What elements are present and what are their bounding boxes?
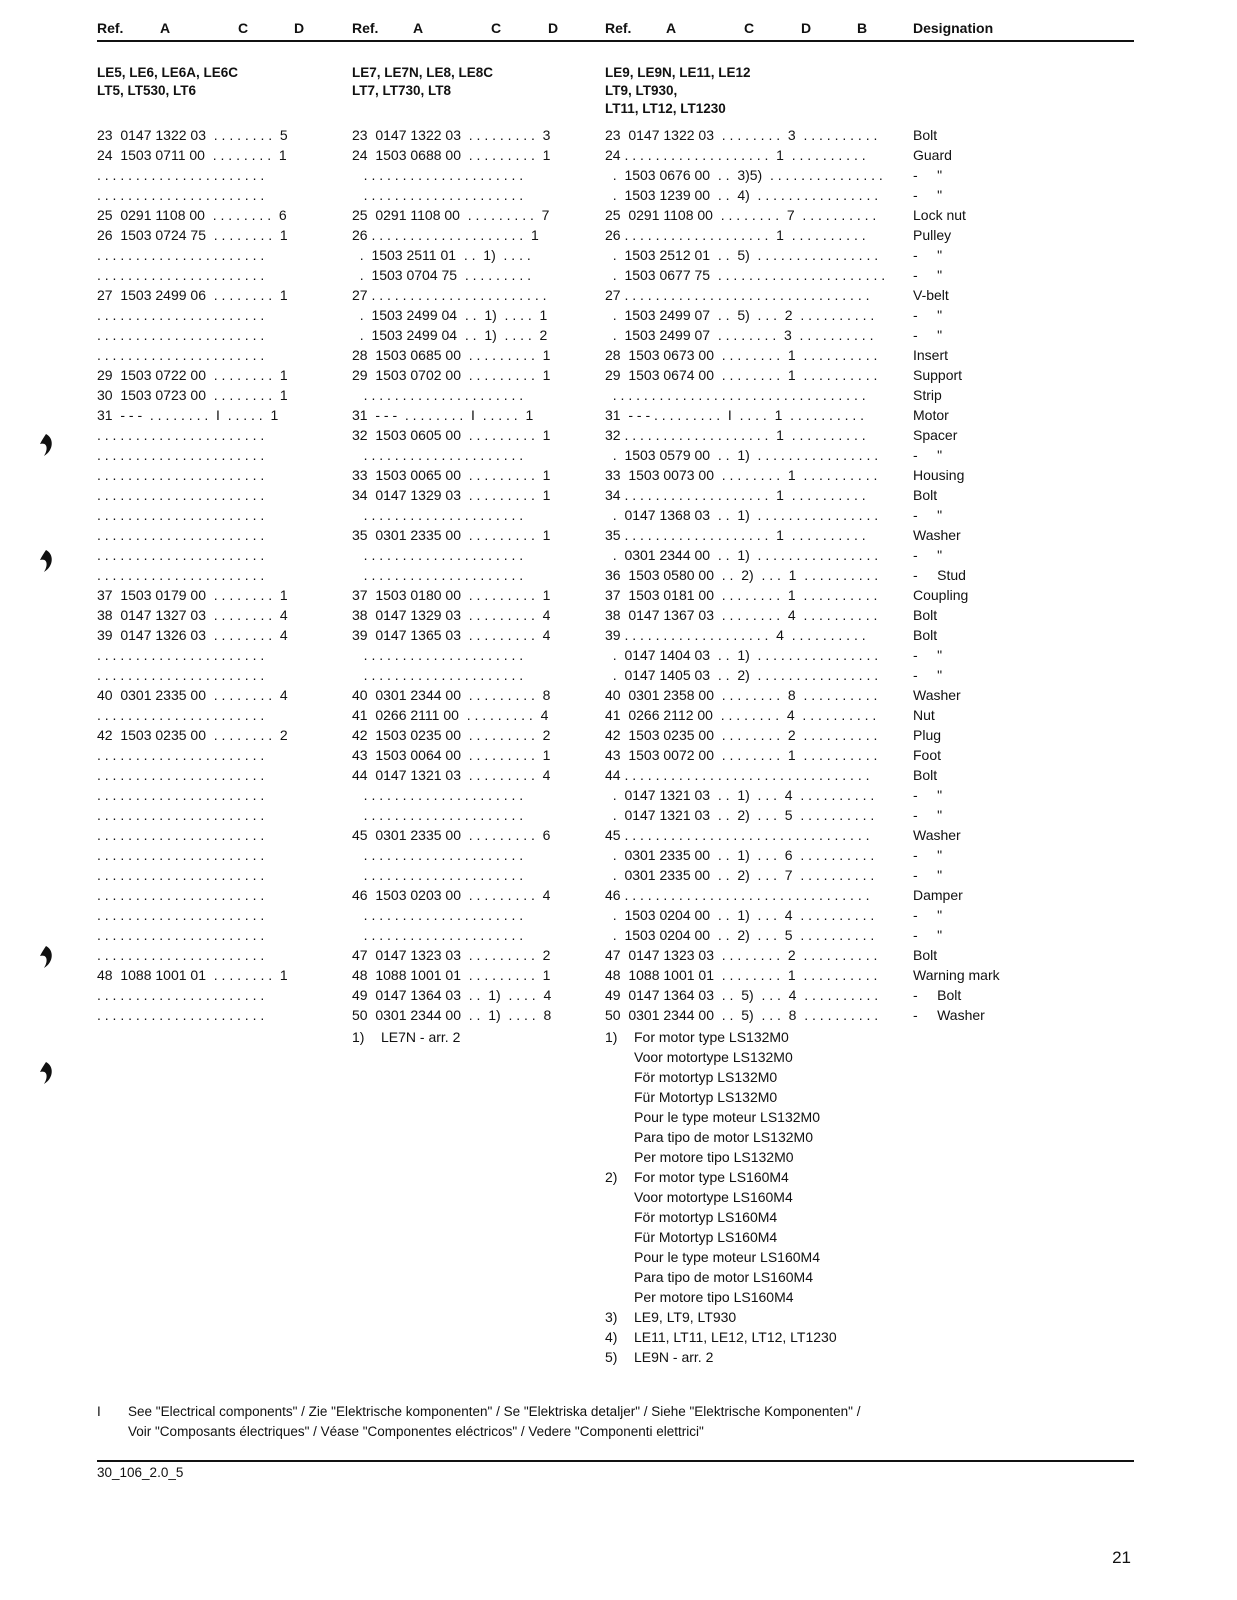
table-row xyxy=(0,525,1237,545)
cell-group-2: 27 . . . . . . . . . . . . . . . . . . . . . . . xyxy=(352,287,547,303)
cell-designation: - " xyxy=(913,267,943,283)
cell-group-1: . . . . . . . . . . . . . . . . . . . . . . xyxy=(97,247,265,263)
footnote-text: Para tipo de motor LS132M0 xyxy=(634,1129,813,1145)
table-row xyxy=(0,885,1237,905)
cell-designation: - Washer xyxy=(913,1007,985,1023)
cell-group-1: 40 0301 2335 00 . . . . . . . . 4 xyxy=(97,687,288,703)
table-row xyxy=(0,265,1237,285)
cell-group-2: . . . . . . . . . . . . . . . . . . . . . xyxy=(352,807,524,823)
cell-group-2: 33 1503 0065 00 . . . . . . . . . 1 xyxy=(352,467,551,483)
cell-group-3: . 0147 1321 03 . . 2) . . . 5 . . . . . . . . . . xyxy=(605,807,875,823)
table-row xyxy=(0,125,1237,145)
cell-group-2: . 1503 0704 75 . . . . . . . . . xyxy=(352,267,531,283)
cell-group-1: 42 1503 0235 00 . . . . . . . . 2 xyxy=(97,727,288,743)
cell-group-3: 31 - - - . . . . . . . . . I . . . . 1 . . . . . . . . . . xyxy=(605,407,865,423)
cell-designation: - Bolt xyxy=(913,987,962,1003)
cell-group-3: . 1503 0676 00 . . 3)5) . . . . . . . . . . . . . . . xyxy=(605,167,883,183)
cell-designation: - " xyxy=(913,847,943,863)
group-title-2-line: LE7, LE7N, LE8, LE8C xyxy=(352,65,494,80)
group-title-1 xyxy=(97,64,238,100)
cell-group-3: 44 . . . . . . . . . . . . . . . . . . . . . . . . . . . . . . . . xyxy=(605,767,870,783)
cell-group-1: 25 0291 1108 00 . . . . . . . . 6 xyxy=(97,207,287,223)
cell-designation: Nut xyxy=(913,707,935,723)
cell-group-1: . . . . . . . . . . . . . . . . . . . . . . xyxy=(97,167,265,183)
cell-group-2: . . . . . . . . . . . . . . . . . . . . . xyxy=(352,907,524,923)
cell-designation: Strip xyxy=(913,387,942,403)
cell-group-1: . . . . . . . . . . . . . . . . . . . . . . xyxy=(97,847,265,863)
cell-group-2: 37 1503 0180 00 . . . . . . . . . 1 xyxy=(352,587,551,603)
table-row xyxy=(0,165,1237,185)
cell-designation: Bolt xyxy=(913,487,938,503)
table-row xyxy=(0,745,1237,765)
cell-designation: - " xyxy=(913,787,943,803)
cell-group-3: . 1503 0579 00 . . 1) . . . . . . . . . . . . . . . . xyxy=(605,447,879,463)
cell-group-2: . . . . . . . . . . . . . . . . . . . . . xyxy=(352,547,524,563)
group-title-1-line: LT5, LT530, LT6 xyxy=(97,83,197,98)
table-row xyxy=(0,385,1237,405)
cell-group-1: 26 1503 0724 75 . . . . . . . . 1 xyxy=(97,227,288,243)
cell-group-3: 36 1503 0580 00 . . 2) . . . 1 . . . . . . . . . . xyxy=(605,567,879,583)
cell-designation: - " xyxy=(913,247,943,263)
header-a-1: A xyxy=(160,20,171,36)
table-row xyxy=(0,985,1237,1005)
cell-group-1: . . . . . . . . . . . . . . . . . . . . . . xyxy=(97,267,265,283)
table-row xyxy=(0,185,1237,205)
footnote-text: Für Motortyp LS160M4 xyxy=(634,1229,778,1245)
cell-group-2: 46 1503 0203 00 . . . . . . . . . 4 xyxy=(352,887,551,903)
footnote-text: Per motore tipo LS132M0 xyxy=(634,1149,794,1165)
cell-group-1: . . . . . . . . . . . . . . . . . . . . . . xyxy=(97,327,265,343)
cell-group-1: 24 1503 0711 00 . . . . . . . . 1 xyxy=(97,147,287,163)
cell-group-3: 24 . . . . . . . . . . . . . . . . . . . 1 . . . . . . . . . . xyxy=(605,147,866,163)
table-row xyxy=(0,925,1237,945)
table-row xyxy=(0,445,1237,465)
cell-group-2: . . . . . . . . . . . . . . . . . . . . . xyxy=(352,867,524,883)
binder-mark-icon xyxy=(32,1060,58,1086)
cell-group-1: 38 0147 1327 03 . . . . . . . . 4 xyxy=(97,607,288,623)
cell-group-2: 49 0147 1364 03 . . 1) . . . . 4 xyxy=(352,987,552,1003)
cell-group-2: 34 0147 1329 03 . . . . . . . . . 1 xyxy=(352,487,551,503)
cell-designation: Foot xyxy=(913,747,942,763)
table-row xyxy=(0,325,1237,345)
table-row xyxy=(0,285,1237,305)
cell-group-2: 35 0301 2335 00 . . . . . . . . . 1 xyxy=(352,527,551,543)
header-d-3: D xyxy=(801,20,812,36)
table-row xyxy=(0,645,1237,665)
cell-designation: Bolt xyxy=(913,127,938,143)
cell-group-3: . 0147 1321 03 . . 1) . . . 4 . . . . . . . . . . xyxy=(605,787,875,803)
footnote-text: For motor type LS132M0 xyxy=(634,1029,789,1045)
footnote-text: LE7N - arr. 2 xyxy=(381,1029,461,1045)
footnote-number: 1) xyxy=(605,1029,618,1045)
cell-group-3: . 1503 0204 00 . . 1) . . . 4 . . . . . . . . . . xyxy=(605,907,875,923)
table-row xyxy=(0,905,1237,925)
cell-group-3: 33 1503 0073 00 . . . . . . . . 1 . . . . . . . . . . xyxy=(605,467,878,483)
page-number: 21 xyxy=(1112,1548,1131,1567)
cell-designation: - " xyxy=(913,667,943,683)
cell-designation: - " xyxy=(913,507,943,523)
table-row xyxy=(0,465,1237,485)
footer-rule xyxy=(97,1460,1134,1462)
cell-designation: - " xyxy=(913,647,943,663)
header-a-2: A xyxy=(413,20,424,36)
cell-group-1: . . . . . . . . . . . . . . . . . . . . . . xyxy=(97,767,265,783)
cell-designation: - " xyxy=(913,867,943,883)
footnote-text: Voor motortype LS160M4 xyxy=(634,1189,793,1205)
cell-group-1: . . . . . . . . . . . . . . . . . . . . . . xyxy=(97,427,265,443)
cell-group-1: . . . . . . . . . . . . . . . . . . . . . . xyxy=(97,987,265,1003)
table-row xyxy=(0,685,1237,705)
cell-group-3: 38 0147 1367 03 . . . . . . . . 4 . . . . . . . . . . xyxy=(605,607,878,623)
header-ref-2: Ref. xyxy=(352,20,379,36)
cell-group-2: 45 0301 2335 00 . . . . . . . . . 6 xyxy=(352,827,551,843)
header-c-1: C xyxy=(238,20,249,36)
cell-group-1: 23 0147 1322 03 . . . . . . . . 5 xyxy=(97,127,288,143)
cell-group-2: . . . . . . . . . . . . . . . . . . . . . xyxy=(352,567,524,583)
cell-group-2: . . . . . . . . . . . . . . . . . . . . . xyxy=(352,667,524,683)
cell-group-3: . 0301 2344 00 . . 1) . . . . . . . . . . . . . . . . xyxy=(605,547,879,563)
cell-designation: - " xyxy=(913,167,943,183)
cell-group-2: 32 1503 0605 00 . . . . . . . . . 1 xyxy=(352,427,551,443)
cell-group-1: . . . . . . . . . . . . . . . . . . . . . . xyxy=(97,467,265,483)
table-row xyxy=(0,1005,1237,1025)
table-row xyxy=(0,545,1237,565)
cell-designation: Pulley xyxy=(913,227,952,243)
cell-group-2: . 1503 2499 04 . . 1) . . . . 1 xyxy=(352,307,548,323)
cell-group-2: 29 1503 0702 00 . . . . . . . . . 1 xyxy=(352,367,551,383)
group-title-3-line: LT9, LT930, xyxy=(605,83,678,98)
note-mark: I xyxy=(97,1404,101,1419)
cell-designation: Housing xyxy=(913,467,965,483)
table-row xyxy=(0,505,1237,525)
table-row xyxy=(0,865,1237,885)
electrical-note xyxy=(97,1402,860,1442)
cell-designation: Washer xyxy=(913,687,961,703)
cell-group-1: . . . . . . . . . . . . . . . . . . . . . . xyxy=(97,747,265,763)
cell-group-2: 43 1503 0064 00 . . . . . . . . . 1 xyxy=(352,747,551,763)
cell-group-1: . . . . . . . . . . . . . . . . . . . . . . xyxy=(97,667,265,683)
table-row xyxy=(0,665,1237,685)
footnote-number: 5) xyxy=(605,1349,618,1365)
cell-group-1: 39 0147 1326 03 . . . . . . . . 4 xyxy=(97,627,288,643)
group-title-3 xyxy=(605,64,751,118)
cell-group-1: . . . . . . . . . . . . . . . . . . . . . . xyxy=(97,807,265,823)
header-designation: Designation xyxy=(913,20,994,36)
cell-group-1: . . . . . . . . . . . . . . . . . . . . . . xyxy=(97,507,265,523)
cell-designation: - " xyxy=(913,307,943,323)
footnote-text: Pour le type moteur LS132M0 xyxy=(634,1109,820,1125)
cell-group-3: 29 1503 0674 00 . . . . . . . . 1 . . . . . . . . . . xyxy=(605,367,878,383)
cell-designation: Lock nut xyxy=(913,207,966,223)
cell-group-2: 23 0147 1322 03 . . . . . . . . . 3 xyxy=(352,127,551,143)
cell-group-2: 40 0301 2344 00 . . . . . . . . . 8 xyxy=(352,687,551,703)
cell-group-2: 28 1503 0685 00 . . . . . . . . . 1 xyxy=(352,347,551,363)
cell-group-3: 27 . . . . . . . . . . . . . . . . . . . . . . . . . . . . . . . . xyxy=(605,287,870,303)
table-row xyxy=(0,785,1237,805)
cell-designation: Plug xyxy=(913,727,942,743)
cell-group-3: . 0147 1405 03 . . 2) . . . . . . . . . . . . . . . . xyxy=(605,667,879,683)
cell-group-2: 39 0147 1365 03 . . . . . . . . . 4 xyxy=(352,627,551,643)
cell-group-2: 47 0147 1323 03 . . . . . . . . . 2 xyxy=(352,947,551,963)
cell-group-3: 26 . . . . . . . . . . . . . . . . . . . 1 . . . . . . . . . . xyxy=(605,227,866,243)
footnote-text: Voor motortype LS132M0 xyxy=(634,1049,793,1065)
cell-group-3: 32 . . . . . . . . . . . . . . . . . . . 1 . . . . . . . . . . xyxy=(605,427,866,443)
cell-group-3: 39 . . . . . . . . . . . . . . . . . . . 4 . . . . . . . . . . xyxy=(605,627,866,643)
cell-group-3: . 0301 2335 00 . . 2) . . . 7 . . . . . . . . . . xyxy=(605,867,875,883)
note-line: See "Electrical components" / Zie "Elektrische komponenten" / Se "Elektriska detaljer" / Siehe "Elektrische Komponenten" / xyxy=(128,1404,861,1419)
table-row xyxy=(0,945,1237,965)
cell-group-1: . . . . . . . . . . . . . . . . . . . . . . xyxy=(97,447,265,463)
footnote-text: Per motore tipo LS160M4 xyxy=(634,1289,794,1305)
cell-group-2: . . . . . . . . . . . . . . . . . . . . . xyxy=(352,927,524,943)
cell-group-2: . . . . . . . . . . . . . . . . . . . . . xyxy=(352,787,524,803)
table-row xyxy=(0,305,1237,325)
group-title-1-line: LE5, LE6, LE6A, LE6C xyxy=(97,65,239,80)
cell-group-1: . . . . . . . . . . . . . . . . . . . . . . xyxy=(97,887,265,903)
header-a-3: A xyxy=(666,20,677,36)
footnote-text: För motortyp LS132M0 xyxy=(634,1069,778,1085)
cell-group-1: 31 - - - . . . . . . . . I . . . . . 1 xyxy=(97,407,279,423)
group-title-2 xyxy=(352,64,493,100)
cell-group-3: . 1503 1239 00 . . 4) . . . . . . . . . . . . . . . . xyxy=(605,187,879,203)
cell-group-1: . . . . . . . . . . . . . . . . . . . . . . xyxy=(97,347,265,363)
cell-designation: V-belt xyxy=(913,287,949,303)
cell-group-1: 48 1088 1001 01 . . . . . . . . 1 xyxy=(97,967,288,983)
table-row xyxy=(0,825,1237,845)
cell-group-3: . 1503 2512 01 . . 5) . . . . . . . . . . . . . . . . xyxy=(605,247,879,263)
header-d-2: D xyxy=(548,20,559,36)
cell-group-3: . 0147 1404 03 . . 1) . . . . . . . . . . . . . . . . xyxy=(605,647,879,663)
cell-group-1: 27 1503 2499 06 . . . . . . . . 1 xyxy=(97,287,288,303)
cell-group-3: 50 0301 2344 00 . . 5) . . . 8 . . . . . . . . . . xyxy=(605,1007,879,1023)
cell-designation: Motor xyxy=(913,407,949,423)
cell-group-2: 48 1088 1001 01 . . . . . . . . . 1 xyxy=(352,967,551,983)
cell-group-3: . 1503 0204 00 . . 2) . . . 5 . . . . . . . . . . xyxy=(605,927,875,943)
cell-designation: - " xyxy=(913,907,943,923)
footnote-number: 3) xyxy=(605,1309,618,1325)
cell-group-3: . 1503 2499 07 . . 5) . . . 2 . . . . . . . . . . xyxy=(605,307,875,323)
cell-designation: - " xyxy=(913,547,943,563)
footnote-text: För motortyp LS160M4 xyxy=(634,1209,778,1225)
table-row xyxy=(0,805,1237,825)
cell-designation: Spacer xyxy=(913,427,958,443)
cell-group-3: 48 1088 1001 01 . . . . . . . . 1 . . . . . . . . . . xyxy=(605,967,878,983)
table-row xyxy=(0,705,1237,725)
cell-group-2: . . . . . . . . . . . . . . . . . . . . . xyxy=(352,387,524,403)
note-line: Voir "Composants électriques" / Véase "Componentes eléctricos" / Vedere "Componenti elettrici" xyxy=(128,1424,704,1439)
cell-group-1: . . . . . . . . . . . . . . . . . . . . . . xyxy=(97,947,265,963)
footnote-text: Für Motortyp LS132M0 xyxy=(634,1089,778,1105)
cell-group-1: . . . . . . . . . . . . . . . . . . . . . . xyxy=(97,487,265,503)
group-title-3-line: LT11, LT12, LT1230 xyxy=(605,101,726,116)
cell-group-2: 50 0301 2344 00 . . 1) . . . . 8 xyxy=(352,1007,552,1023)
cell-group-3: 47 0147 1323 03 . . . . . . . . 2 . . . . . . . . . . xyxy=(605,947,878,963)
cell-group-3: . 0301 2335 00 . . 1) . . . 6 . . . . . . . . . . xyxy=(605,847,875,863)
table-row xyxy=(0,245,1237,265)
footnote-number: 1) xyxy=(352,1029,365,1045)
cell-group-1: . . . . . . . . . . . . . . . . . . . . . . xyxy=(97,907,265,923)
cell-group-1: . . . . . . . . . . . . . . . . . . . . . . xyxy=(97,527,265,543)
table-row xyxy=(0,205,1237,225)
cell-group-2: 26 . . . . . . . . . . . . . . . . . . . . 1 xyxy=(352,227,539,243)
table-row xyxy=(0,625,1237,645)
cell-group-2: 38 0147 1329 03 . . . . . . . . . 4 xyxy=(352,607,551,623)
binder-mark-icon xyxy=(32,432,58,458)
cell-designation: Bolt xyxy=(913,627,938,643)
cell-group-3: 34 . . . . . . . . . . . . . . . . . . . 1 . . . . . . . . . . xyxy=(605,487,866,503)
cell-group-2: . . . . . . . . . . . . . . . . . . . . . xyxy=(352,507,524,523)
group-title-3-line: LE9, LE9N, LE11, LE12 xyxy=(605,65,751,80)
cell-group-2: . 1503 2511 01 . . 1) . . . . xyxy=(352,247,531,263)
cell-group-2: 31 - - - . . . . . . . . I . . . . . 1 xyxy=(352,407,534,423)
footnote-text: LE9N - arr. 2 xyxy=(634,1349,714,1365)
cell-group-2: . . . . . . . . . . . . . . . . . . . . . xyxy=(352,167,524,183)
table-row xyxy=(0,965,1237,985)
binder-mark-icon xyxy=(32,548,58,574)
cell-designation: - " xyxy=(913,327,943,343)
header-b-3: B xyxy=(857,20,868,36)
cell-group-3: 45 . . . . . . . . . . . . . . . . . . . . . . . . . . . . . . . . xyxy=(605,827,870,843)
cell-designation: Support xyxy=(913,367,963,383)
cell-designation: - " xyxy=(913,927,943,943)
cell-designation: - " xyxy=(913,187,943,203)
cell-group-3: 41 0266 2112 00 . . . . . . . . 4 . . . . . . . . . . xyxy=(605,707,877,723)
cell-designation: Guard xyxy=(913,147,952,163)
cell-designation: Washer xyxy=(913,527,961,543)
cell-group-2: 44 0147 1321 03 . . . . . . . . . 4 xyxy=(352,767,551,783)
cell-group-2: 42 1503 0235 00 . . . . . . . . . 2 xyxy=(352,727,551,743)
cell-group-3: . 1503 0677 75 . . . . . . . . . . . . . . . . . . . . . . xyxy=(605,267,886,283)
table-row xyxy=(0,845,1237,865)
cell-group-3: . 0147 1368 03 . . 1) . . . . . . . . . . . . . . . . xyxy=(605,507,879,523)
header-c-3: C xyxy=(744,20,755,36)
footnote-text: Pour le type moteur LS160M4 xyxy=(634,1249,820,1265)
cell-group-3: 37 1503 0181 00 . . . . . . . . 1 . . . . . . . . . . xyxy=(605,587,878,603)
cell-group-1: . . . . . . . . . . . . . . . . . . . . . . xyxy=(97,867,265,883)
table-row xyxy=(0,565,1237,585)
cell-designation: Warning mark xyxy=(913,967,1000,983)
table-row xyxy=(0,405,1237,425)
footnote-text: For motor type LS160M4 xyxy=(634,1169,789,1185)
cell-group-1: 30 1503 0723 00 . . . . . . . . 1 xyxy=(97,387,288,403)
binder-mark-icon xyxy=(32,944,58,970)
cell-group-3: 42 1503 0235 00 . . . . . . . . 2 . . . . . . . . . . xyxy=(605,727,878,743)
header-ref-3: Ref. xyxy=(605,20,632,36)
cell-group-3: 28 1503 0673 00 . . . . . . . . 1 . . . . . . . . . . xyxy=(605,347,878,363)
table-row xyxy=(0,605,1237,625)
footnote-number: 2) xyxy=(605,1169,618,1185)
cell-designation: - " xyxy=(913,807,943,823)
document-id: 30_106_2.0_5 xyxy=(97,1465,184,1480)
table-row xyxy=(0,425,1237,445)
cell-group-1: . . . . . . . . . . . . . . . . . . . . . . xyxy=(97,647,265,663)
table-row xyxy=(0,225,1237,245)
table-row xyxy=(0,585,1237,605)
cell-group-2: 24 1503 0688 00 . . . . . . . . . 1 xyxy=(352,147,551,163)
footnote-text: LE11, LT11, LE12, LT12, LT1230 xyxy=(634,1329,837,1345)
cell-group-2: . . . . . . . . . . . . . . . . . . . . . xyxy=(352,847,524,863)
header-d-1: D xyxy=(294,20,305,36)
parts-table xyxy=(0,125,1237,1025)
cell-designation: Bolt xyxy=(913,767,938,783)
cell-group-1: 29 1503 0722 00 . . . . . . . . 1 xyxy=(97,367,288,383)
cell-group-1: . . . . . . . . . . . . . . . . . . . . . . xyxy=(97,1007,265,1023)
cell-designation: Insert xyxy=(913,347,949,363)
cell-group-2: . . . . . . . . . . . . . . . . . . . . . xyxy=(352,647,524,663)
cell-group-3: 23 0147 1322 03 . . . . . . . . 3 . . . . . . . . . . xyxy=(605,127,878,143)
cell-group-2: 41 0266 2111 00 . . . . . . . . . 4 xyxy=(352,707,549,723)
cell-group-3: 43 1503 0072 00 . . . . . . . . 1 . . . . . . . . . . xyxy=(605,747,878,763)
footnote-text: Para tipo de motor LS160M4 xyxy=(634,1269,813,1285)
cell-group-3: . 1503 2499 07 . . . . . . . . 3 . . . . . . . . . . xyxy=(605,327,874,343)
table-row xyxy=(0,485,1237,505)
cell-group-2: 25 0291 1108 00 . . . . . . . . . 7 xyxy=(352,207,550,223)
cell-designation: Coupling xyxy=(913,587,969,603)
cell-group-3: 49 0147 1364 03 . . 5) . . . 4 . . . . . . . . . . xyxy=(605,987,879,1003)
cell-group-1: . . . . . . . . . . . . . . . . . . . . . . xyxy=(97,787,265,803)
cell-group-1: . . . . . . . . . . . . . . . . . . . . . . xyxy=(97,707,265,723)
cell-designation: - Stud xyxy=(913,567,966,583)
cell-group-1: 37 1503 0179 00 . . . . . . . . 1 xyxy=(97,587,288,603)
cell-group-1: . . . . . . . . . . . . . . . . . . . . . . xyxy=(97,827,265,843)
cell-designation: Bolt xyxy=(913,607,938,623)
cell-group-3: 25 0291 1108 00 . . . . . . . . 7 . . . . . . . . . . xyxy=(605,207,877,223)
cell-group-2: . . . . . . . . . . . . . . . . . . . . . xyxy=(352,187,524,203)
footnote-text: LE9, LT9, LT930 xyxy=(634,1309,737,1325)
table-row xyxy=(0,765,1237,785)
cell-group-1: . . . . . . . . . . . . . . . . . . . . . . xyxy=(97,307,265,323)
footnote-number: 4) xyxy=(605,1329,618,1345)
header-c-2: C xyxy=(491,20,502,36)
table-row xyxy=(0,345,1237,365)
cell-group-2: . 1503 2499 04 . . 1) . . . . 2 xyxy=(352,327,548,343)
cell-group-3: . . . . . . . . . . . . . . . . . . . . . . . . . . . . . . . . . xyxy=(605,387,866,403)
group-title-2-line: LT7, LT730, LT8 xyxy=(352,83,452,98)
cell-group-1: . . . . . . . . . . . . . . . . . . . . . . xyxy=(97,187,265,203)
table-row xyxy=(0,365,1237,385)
table-row xyxy=(0,145,1237,165)
cell-designation: Washer xyxy=(913,827,961,843)
cell-group-3: 40 0301 2358 00 . . . . . . . . 8 . . . . . . . . . . xyxy=(605,687,878,703)
header-ref-1: Ref. xyxy=(97,20,124,36)
cell-group-3: 46 . . . . . . . . . . . . . . . . . . . . . . . . . . . . . . . . xyxy=(605,887,870,903)
cell-designation: Bolt xyxy=(913,947,938,963)
header-rule xyxy=(97,40,1134,42)
cell-group-1: . . . . . . . . . . . . . . . . . . . . . . xyxy=(97,927,265,943)
cell-group-3: 35 . . . . . . . . . . . . . . . . . . . 1 . . . . . . . . . . xyxy=(605,527,866,543)
cell-group-2: . . . . . . . . . . . . . . . . . . . . . xyxy=(352,447,524,463)
cell-group-1: . . . . . . . . . . . . . . . . . . . . . . xyxy=(97,547,265,563)
cell-designation: Damper xyxy=(913,887,963,903)
table-row xyxy=(0,725,1237,745)
cell-designation: - " xyxy=(913,447,943,463)
cell-group-1: . . . . . . . . . . . . . . . . . . . . . . xyxy=(97,567,265,583)
